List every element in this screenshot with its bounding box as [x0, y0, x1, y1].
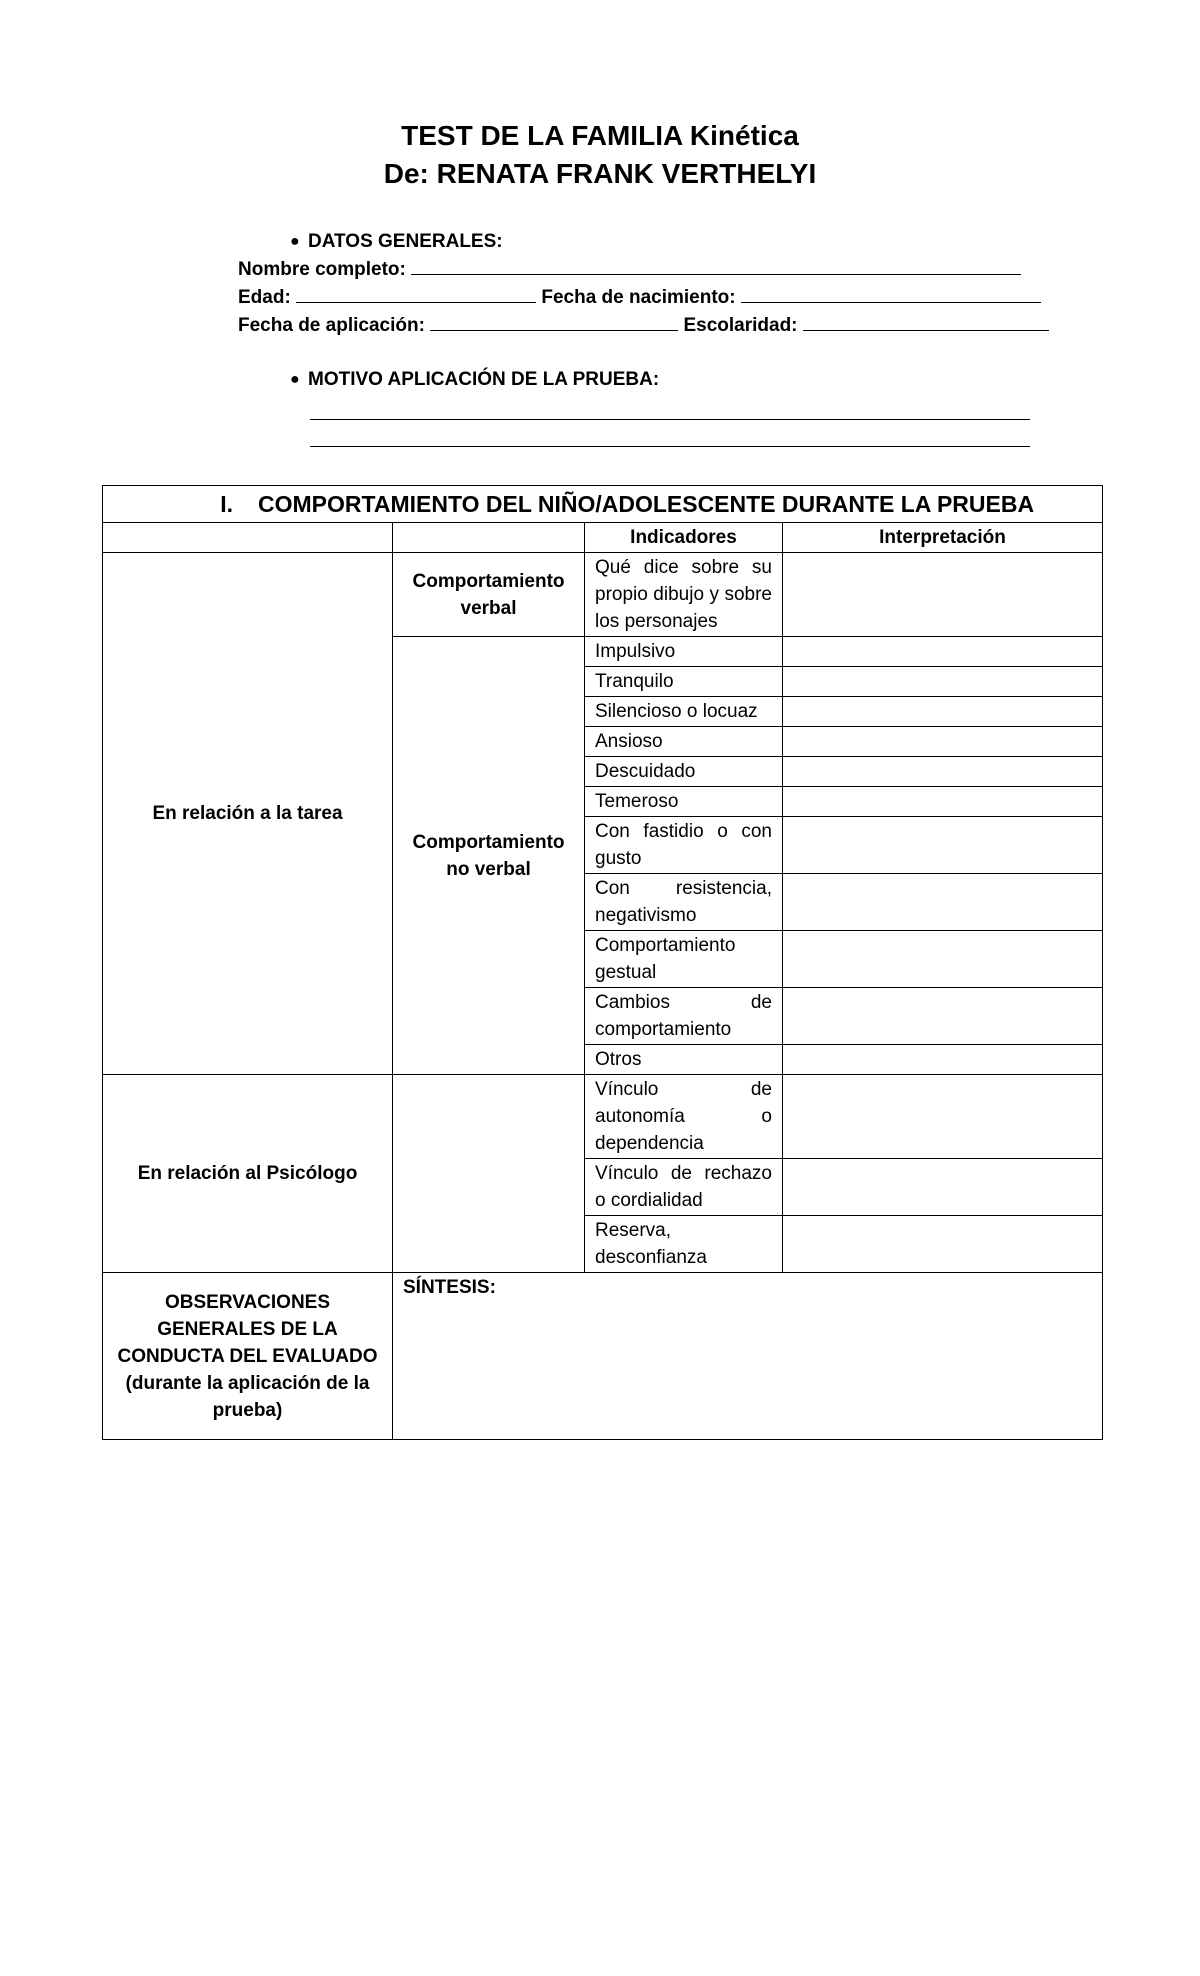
section-title — [103, 486, 1103, 523]
indicator-cell: Silencioso o locuaz — [585, 697, 783, 727]
indicator-cell: Con resistencia, negativismo — [585, 874, 783, 931]
interpretation-cell[interactable] — [783, 637, 1103, 667]
motivo-fields — [238, 393, 1038, 447]
title-line-1: TEST DE LA FAMILIA Kinética — [401, 120, 799, 151]
interpretation-cell[interactable] — [783, 697, 1103, 727]
fecha-nacimiento-field[interactable] — [741, 283, 1041, 303]
header-empty-1 — [103, 523, 393, 553]
bullet-icon: ● — [290, 233, 300, 250]
interpretation-cell[interactable] — [783, 1075, 1103, 1159]
header-interpretacion: Interpretación — [783, 523, 1103, 553]
observaciones-label: OBSERVACIONES GENERALES DE LA CONDUCTA DEL EVALUADO (durante la aplicación de la prueba) — [103, 1273, 393, 1440]
group-tarea: En relación a la tarea — [103, 553, 393, 1075]
fecha-aplicacion-field[interactable] — [430, 311, 678, 331]
header-row — [103, 523, 1103, 553]
nombre-field[interactable] — [411, 255, 1021, 275]
sintesis-field[interactable] — [393, 1273, 1103, 1440]
interpretation-cell[interactable] — [783, 667, 1103, 697]
indicator-cell: Ansioso — [585, 727, 783, 757]
header-empty-2 — [393, 523, 585, 553]
indicator-cell: Qué dice sobre su propio dibujo y sobre los personajes — [585, 553, 783, 637]
interpretation-cell[interactable] — [783, 727, 1103, 757]
indicator-cell: Temeroso — [585, 787, 783, 817]
interpretation-cell[interactable] — [783, 1159, 1103, 1216]
fecha-aplicacion-label: Fecha de aplicación: — [238, 315, 425, 336]
escolaridad-label: Escolaridad: — [683, 315, 798, 336]
edad-field[interactable] — [296, 283, 536, 303]
indicator-cell: Vínculo de autonomía o dependencia — [585, 1075, 783, 1159]
motivo-line-1[interactable] — [310, 393, 1030, 420]
interpretation-cell[interactable] — [783, 787, 1103, 817]
table-row — [103, 553, 1103, 637]
section-title-row — [103, 486, 1103, 523]
motivo-heading-row — [238, 366, 1038, 393]
general-data-section — [238, 228, 1038, 447]
indicator-cell: Con fastidio o con gusto — [585, 817, 783, 874]
group-psicologo: En relación al Psicólogo — [103, 1075, 393, 1273]
indicator-cell: Reserva, desconfianza — [585, 1216, 783, 1273]
interpretation-cell[interactable] — [783, 553, 1103, 637]
table-row — [103, 1075, 1103, 1159]
datos-heading: DATOS GENERALES: — [308, 231, 503, 252]
interpretation-cell[interactable] — [783, 931, 1103, 988]
indicator-cell: Vínculo de rechazo o cordialidad — [585, 1159, 783, 1216]
nombre-row — [238, 255, 1038, 283]
indicator-cell: Comportamiento gestual — [585, 931, 783, 988]
fecha-nacimiento-label: Fecha de nacimiento: — [541, 287, 736, 308]
interpretation-cell[interactable] — [783, 874, 1103, 931]
document-title — [0, 117, 1200, 193]
interpretation-cell[interactable] — [783, 757, 1103, 787]
verbal-label: Comportamiento verbal — [393, 553, 585, 637]
edad-label: Edad: — [238, 287, 291, 308]
no-verbal-label: Comportamiento no verbal — [393, 637, 585, 1075]
fecha-aplicacion-row — [238, 311, 1038, 339]
indicator-cell: Cambios de comportamiento — [585, 988, 783, 1045]
interpretation-cell[interactable] — [783, 1216, 1103, 1273]
escolaridad-field[interactable] — [803, 311, 1049, 331]
motivo-heading: MOTIVO APLICACIÓN DE LA PRUEBA: — [308, 369, 660, 390]
header-indicadores: Indicadores — [585, 523, 783, 553]
section-number: I. — [220, 490, 233, 517]
observaciones-row — [103, 1273, 1103, 1440]
interpretation-cell[interactable] — [783, 988, 1103, 1045]
bullet-icon: ● — [290, 371, 300, 388]
section-title-text: COMPORTAMIENTO DEL NIÑO/ADOLESCENTE DURANTE LA PRUEBA — [258, 490, 1035, 517]
datos-heading-row — [238, 228, 1038, 255]
edad-row — [238, 283, 1038, 311]
indicator-cell: Tranquilo — [585, 667, 783, 697]
indicator-cell: Otros — [585, 1045, 783, 1075]
indicator-cell: Impulsivo — [585, 637, 783, 667]
sintesis-label: SÍNTESIS: — [403, 1277, 496, 1298]
motivo-line-2[interactable] — [310, 420, 1030, 447]
interpretation-cell[interactable] — [783, 817, 1103, 874]
psicologo-empty-cell — [393, 1075, 585, 1273]
evaluation-table — [102, 485, 1103, 1440]
nombre-label: Nombre completo: — [238, 259, 406, 280]
indicator-cell: Descuidado — [585, 757, 783, 787]
interpretation-cell[interactable] — [783, 1045, 1103, 1075]
title-line-2: De: RENATA FRANK VERTHELYI — [383, 158, 817, 189]
